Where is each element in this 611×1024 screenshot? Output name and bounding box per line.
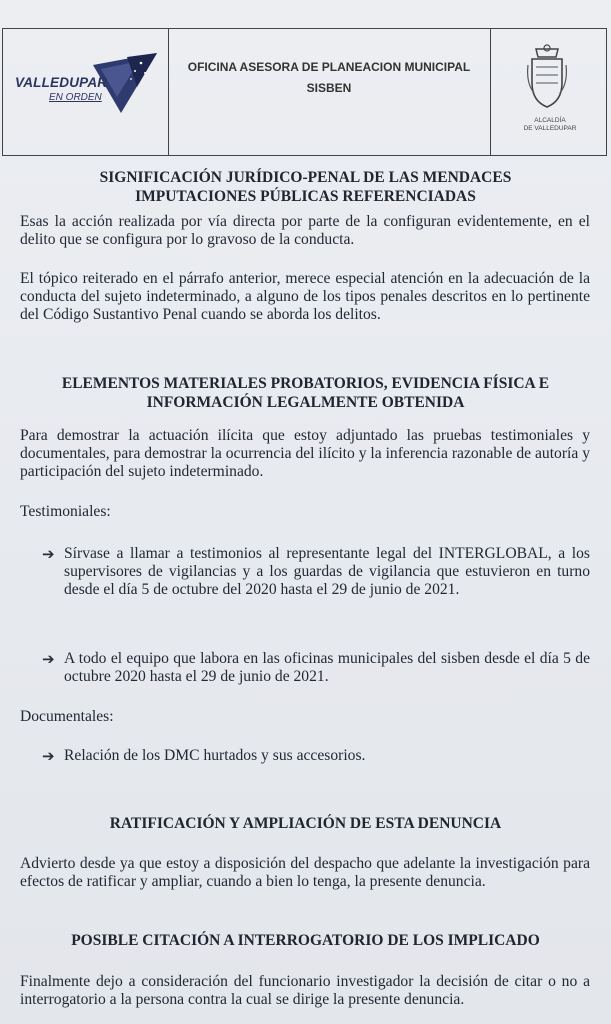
section-1-title xyxy=(0,168,611,206)
arrow-right-icon: ➔ xyxy=(42,650,55,668)
office-line-2: SISBEN xyxy=(306,81,352,95)
list-item-text: Sírvase a llamar a testimonios al representante legal del INTERGLOBAL, a los supervisores de vigilancias y a los guardas de vigilancia que estuvieron en turno desde el día 5 de octubre del 2020 hasta el 29 de junio de 2021. xyxy=(64,545,590,598)
section-2-title xyxy=(0,374,611,412)
office-title xyxy=(168,57,490,99)
list-item-text: A todo el equipo que labora en las oficinas municipales del sisben desde el día 5 de octubre 2020 hasta el 29 de junio de 2021. xyxy=(64,650,590,685)
section-4-paragraph-1: Finalmente dejo a consideración del funcionario investigador la decisión de citar o no a interrogatorio a la persona contra la cual se dirige la presente denuncia. xyxy=(20,973,590,1008)
list-item-text: Relación de los DMC hurtados y sus accesorios. xyxy=(64,747,366,764)
documentales-label: Documentales: xyxy=(20,708,114,725)
arrow-right-icon: ➔ xyxy=(42,747,55,765)
list-item xyxy=(42,545,590,599)
list-item xyxy=(42,650,590,686)
coat-of-arms-icon xyxy=(524,43,570,111)
list-item xyxy=(42,747,590,765)
section-3-title: RATIFICACIÓN Y AMPLIACIÓN DE ESTA DENUNCIA xyxy=(109,815,502,832)
section-3-paragraph-1: Advierto desde ya que estoy a disposición del despacho que adelante la investigación para efectos de ratificar y ampliar, cuando a bien lo tenga, la presente denuncia. xyxy=(20,855,590,890)
brand-name: VALLEDUPAR xyxy=(15,75,108,90)
letterhead xyxy=(2,28,607,156)
section-1-paragraph-2: El tópico reiterado en el párrafo anterior, merece especial atención en la adecuación de la conducta del sujeto indeterminado, a alguno de los tipos penales descritos en lo pertinente del Código Sustantivo Penal cuando se aborda los delitos. xyxy=(20,270,590,323)
seal-line-1: ALCALDÍA xyxy=(534,117,566,124)
section-2-title-line-1: ELEMENTOS MATERIALES PROBATORIOS, EVIDENCIA FÍSICA E xyxy=(61,375,550,392)
seal-caption xyxy=(491,117,609,133)
section-1-title-line-1: SIGNIFICACIÓN JURÍDICO-PENAL DE LAS MENDACES xyxy=(99,169,512,186)
testimoniales-label: Testimoniales: xyxy=(20,503,111,520)
section-1-title-line-2: IMPUTACIONES PÚBLICAS REFERENCIADAS xyxy=(135,188,476,205)
arrow-right-icon: ➔ xyxy=(42,545,55,563)
office-cell xyxy=(168,29,490,155)
section-2-title-line-2: INFORMACIÓN LEGALMENTE OBTENIDA xyxy=(146,394,465,411)
section-2-paragraph-1: Para demostrar la actuación ilícita que estoy adjuntado las pruebas testimoniales y documentales, para demostrar la ocurrencia del ilícito y la inferencia razonable de autoría y participación del sujeto indeterminado. xyxy=(20,427,590,480)
seal-cell xyxy=(490,29,609,155)
logo-cell xyxy=(3,29,169,155)
brand-tagline: EN ORDEN xyxy=(49,92,102,103)
section-1-paragraph-1: Esas la acción realizada por vía directa por parte de la configuran evidentemente, en el delito que se configura por lo gravoso de la conducta. xyxy=(20,213,590,248)
seal-line-2: DE VALLEDUPAR xyxy=(523,125,577,132)
office-line-1: OFICINA ASESORA DE PLANEACION MUNICIPAL xyxy=(187,60,471,74)
section-4-title: POSIBLE CITACIÓN A INTERROGATORIO DE LOS IMPLICADO xyxy=(71,932,540,949)
